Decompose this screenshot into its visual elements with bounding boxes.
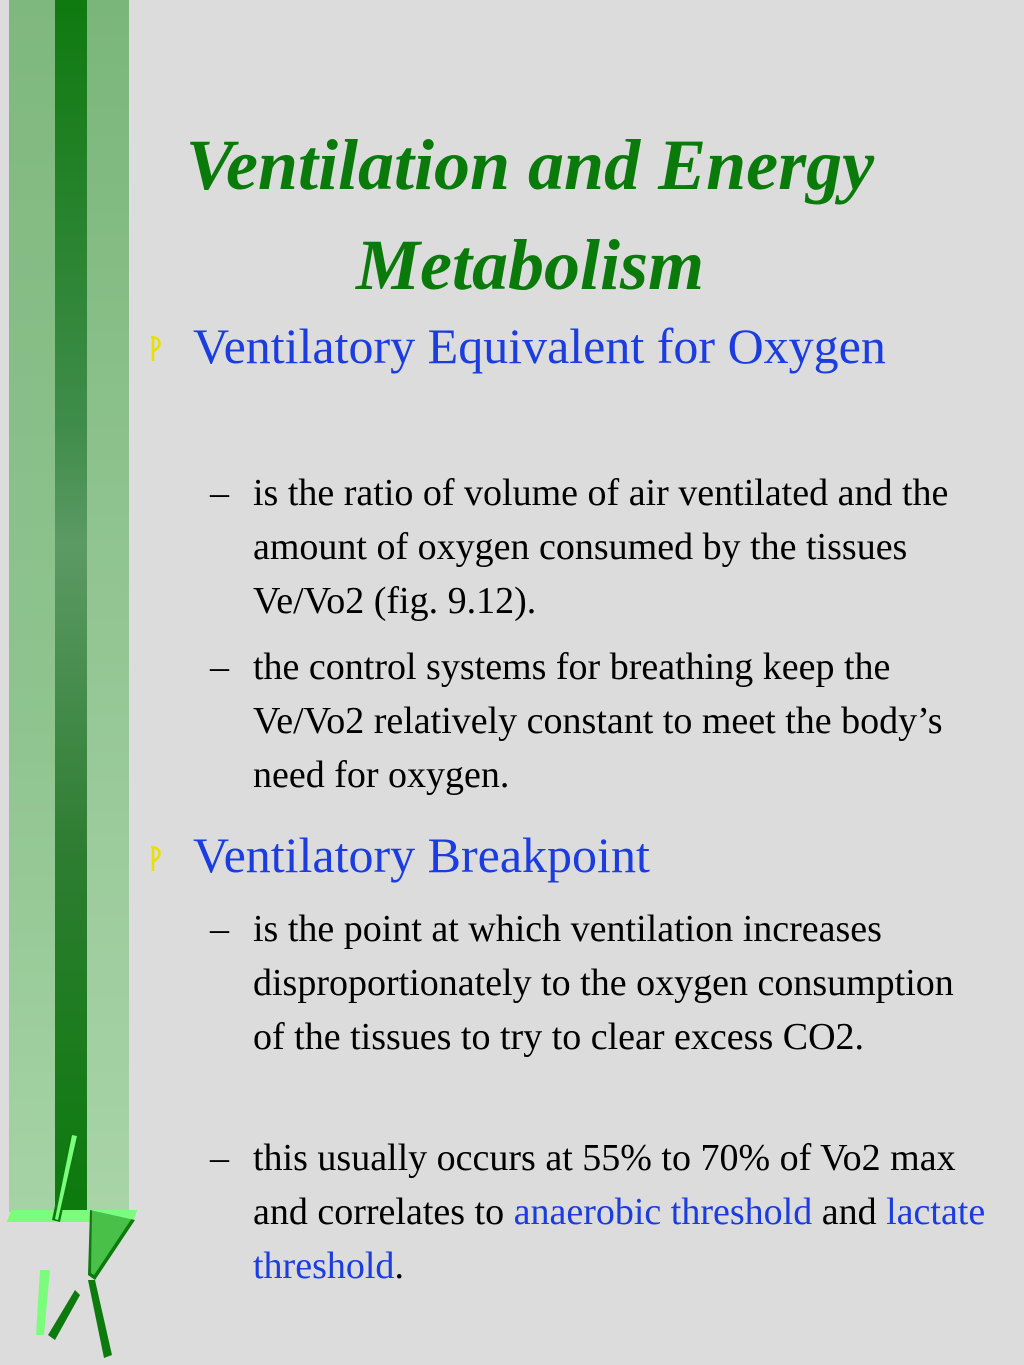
bullet-heading-ventilatory-equivalent: Ventilatory Equivalent for Oxygen	[193, 318, 886, 374]
threshold-text-middle: and	[812, 1191, 887, 1233]
dash-marker: –	[210, 908, 229, 950]
slide-title	[130, 115, 930, 315]
leaf-bullet-icon	[145, 843, 165, 873]
dash-marker: –	[210, 646, 229, 688]
decorative-bar-left	[9, 0, 55, 1212]
term-lactate-threshold: lactate threshold	[253, 1191, 986, 1287]
bullet-heading-ventilatory-breakpoint: Ventilatory Breakpoint	[193, 827, 650, 883]
dash-marker: –	[210, 1137, 229, 1179]
term-anaerobic-threshold: anaerobic threshold	[513, 1191, 813, 1233]
subpoint-control-systems: the control systems for breathing keep the Ve/Vo2 relatively constant to meet the body’s need for oxygen.	[253, 646, 943, 796]
decorative-bar-right	[87, 0, 129, 1212]
subpoint-breakpoint-definition: is the point at which ventilation increases disproportionately to the oxygen consumption of the tissues to try to clear excess CO2.	[253, 908, 954, 1058]
decorative-bar-dark	[55, 0, 87, 1212]
subpoint-ratio-definition: is the ratio of volume of air ventilated and the amount of oxygen consumed by the tissues Ve/Vo2 (fig. 9.12).	[253, 472, 949, 622]
subpoint-threshold-range	[253, 1131, 993, 1293]
slide-title-line-1: Ventilation and Energy	[185, 125, 875, 205]
dash-marker: –	[210, 472, 229, 514]
threshold-text-before: this usually occurs at 55% to 70% of Vo2 max and correlates to	[253, 1137, 956, 1233]
star-decoration-icon	[0, 1130, 150, 1365]
slide-title-line-2: Metabolism	[355, 225, 704, 305]
threshold-text-after: .	[394, 1245, 404, 1287]
leaf-bullet-icon	[145, 333, 165, 363]
